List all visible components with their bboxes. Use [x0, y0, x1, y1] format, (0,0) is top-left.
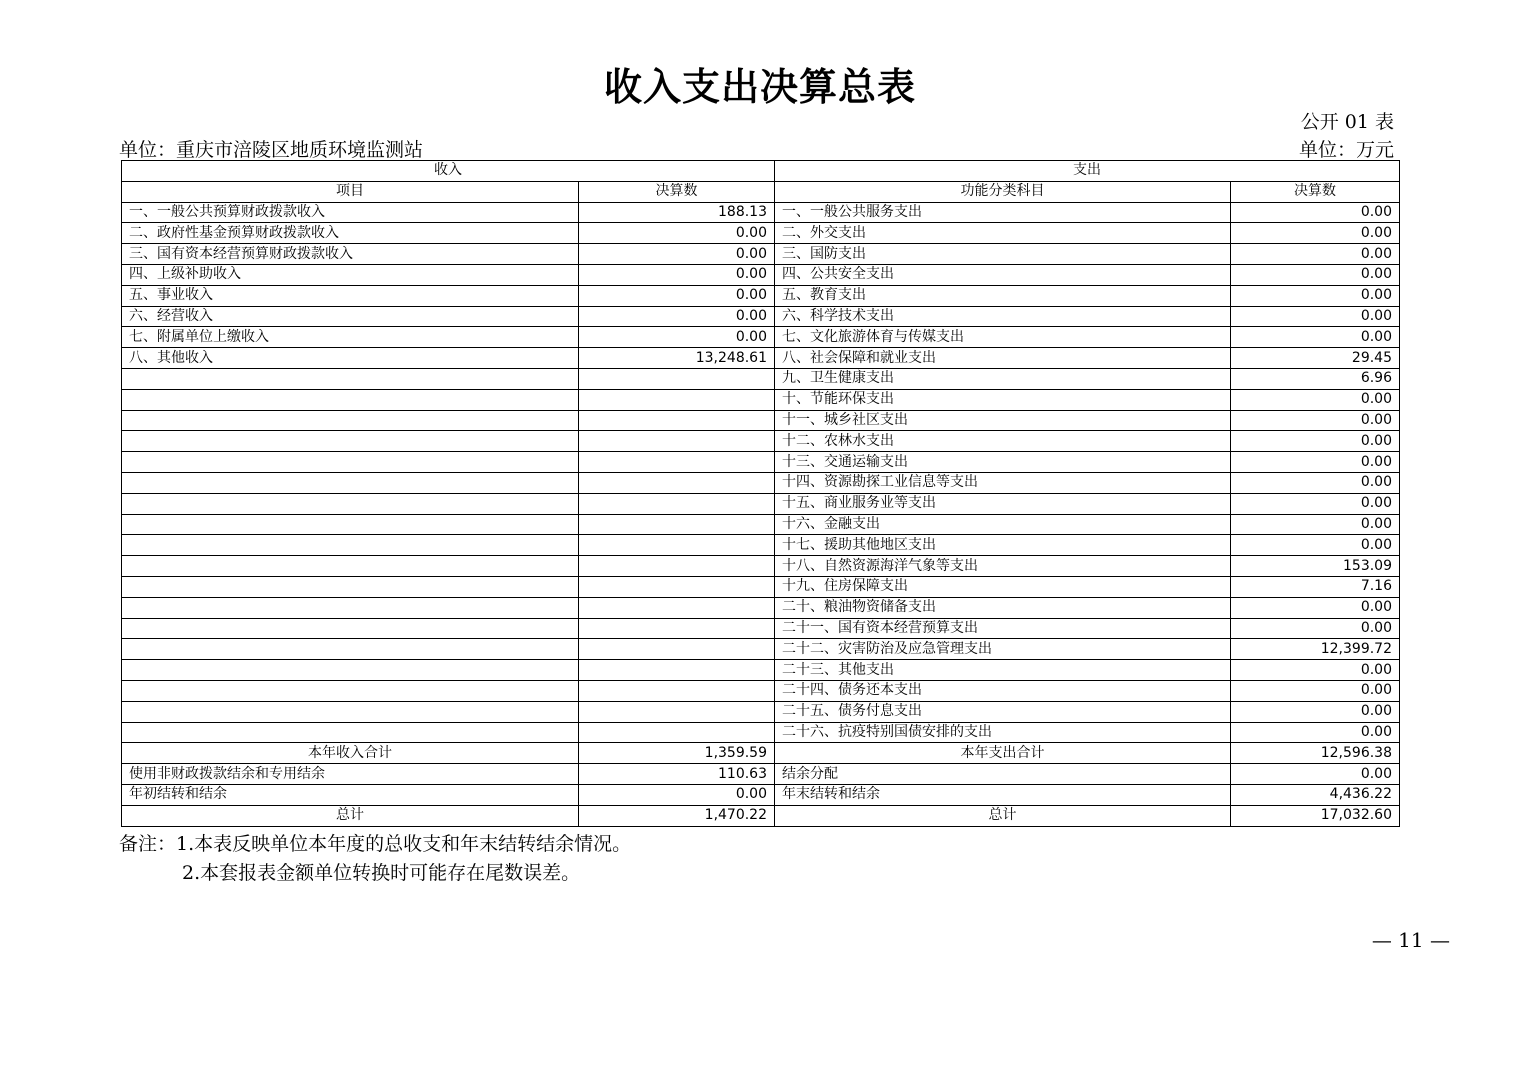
income-item-label: [122, 410, 579, 431]
expense-total-label: 总计: [775, 805, 1231, 826]
expense-item-label: 一、一般公共服务支出: [775, 202, 1231, 223]
table-row: [122, 556, 1400, 577]
income-item-label: 六、经营收入: [122, 306, 579, 327]
expense-item-label: 二十四、债务还本支出: [775, 680, 1231, 701]
table-row: [122, 306, 1400, 327]
income-item-label: [122, 660, 579, 681]
table-row: [122, 660, 1400, 681]
expense-item-label: 七、文化旅游体育与传媒支出: [775, 327, 1231, 348]
expense-item-value: 0.00: [1231, 660, 1400, 681]
income-item-value: [579, 576, 775, 597]
income-item-value: [579, 680, 775, 701]
carryover-income-value: 0.00: [579, 784, 775, 805]
table-row: [122, 701, 1400, 722]
budget-table: [121, 160, 1400, 827]
expense-item-value: 0.00: [1231, 493, 1400, 514]
income-item-label: [122, 452, 579, 473]
page-title: 收入支出决算总表: [603, 64, 916, 109]
income-item-value: [579, 493, 775, 514]
column-header-row: [122, 181, 1400, 202]
expense-item-value: 0.00: [1231, 472, 1400, 493]
carryover-row: [122, 784, 1400, 805]
income-item-label: [122, 701, 579, 722]
income-item-label: [122, 597, 579, 618]
total-row: [122, 805, 1400, 826]
expense-item-value: 0.00: [1231, 264, 1400, 285]
income-item-value: 0.00: [579, 223, 775, 244]
expense-item-label: 十九、住房保障支出: [775, 576, 1231, 597]
expense-item-value: 0.00: [1231, 722, 1400, 743]
unit-name: 单位：重庆市涪陵区地质环境监测站: [119, 139, 424, 161]
income-item-value: 188.13: [579, 202, 775, 223]
income-item-label: 五、事业收入: [122, 285, 579, 306]
note-line-1: 备注：1.本表反映单位本年度的总收支和年末结转结余情况。: [119, 833, 632, 855]
expense-item-value: 0.00: [1231, 452, 1400, 473]
table-row: [122, 680, 1400, 701]
expense-item-value: 0.00: [1231, 597, 1400, 618]
income-item-label: [122, 472, 579, 493]
expense-item-label: 二十五、债务付息支出: [775, 701, 1231, 722]
expense-item-label: 二十三、其他支出: [775, 660, 1231, 681]
expense-subtotal-label: 本年支出合计: [775, 743, 1231, 764]
income-item-value: [579, 639, 775, 660]
table-row: [122, 410, 1400, 431]
expense-item-value: 12,399.72: [1231, 639, 1400, 660]
expense-item-value: 29.45: [1231, 348, 1400, 369]
table-row: [122, 348, 1400, 369]
income-item-label: 四、上级补助收入: [122, 264, 579, 285]
expense-item-label: 二十、粮油物资储备支出: [775, 597, 1231, 618]
income-item-value: [579, 660, 775, 681]
income-item-value: [579, 556, 775, 577]
balance-row: [122, 764, 1400, 785]
income-total-label: 总计: [122, 805, 579, 826]
expense-item-label: 五、教育支出: [775, 285, 1231, 306]
table-row: [122, 431, 1400, 452]
expense-item-label: 二十二、灾害防治及应急管理支出: [775, 639, 1231, 660]
table-row: [122, 368, 1400, 389]
section-header-row: [122, 161, 1400, 182]
income-item-label: 一、一般公共预算财政拨款收入: [122, 202, 579, 223]
expense-item-label: 二、外交支出: [775, 223, 1231, 244]
income-item-label: [122, 431, 579, 452]
income-item-value: [579, 431, 775, 452]
income-item-value: [579, 722, 775, 743]
income-item-label: [122, 576, 579, 597]
income-item-value: [579, 618, 775, 639]
expense-item-value: 153.09: [1231, 556, 1400, 577]
column-header-amount-expense: 决算数: [1231, 181, 1400, 202]
expense-item-value: 0.00: [1231, 244, 1400, 265]
expense-item-value: 0.00: [1231, 306, 1400, 327]
expense-item-label: 十、节能环保支出: [775, 389, 1231, 410]
income-item-value: [579, 368, 775, 389]
expense-item-label: 八、社会保障和就业支出: [775, 348, 1231, 369]
balance-income-label: 使用非财政拨款结余和专用结余: [122, 764, 579, 785]
table-row: [122, 472, 1400, 493]
table-body: [122, 202, 1400, 743]
expense-item-label: 十五、商业服务业等支出: [775, 493, 1231, 514]
income-item-label: [122, 514, 579, 535]
income-total-value: 1,470.22: [579, 805, 775, 826]
expense-item-value: 0.00: [1231, 410, 1400, 431]
currency-unit: 单位：万元: [1298, 139, 1394, 161]
expense-item-label: 九、卫生健康支出: [775, 368, 1231, 389]
income-item-label: [122, 368, 579, 389]
expense-item-value: 0.00: [1231, 431, 1400, 452]
note-line-2: 2.本套报表金额单位转换时可能存在尾数误差。: [182, 862, 581, 884]
expense-item-label: 十八、自然资源海洋气象等支出: [775, 556, 1231, 577]
carryover-expense-value: 4,436.22: [1231, 784, 1400, 805]
expense-item-label: 十二、农林水支出: [775, 431, 1231, 452]
table-row: [122, 202, 1400, 223]
table-row: [122, 722, 1400, 743]
table-row: [122, 618, 1400, 639]
income-item-label: [122, 722, 579, 743]
expense-item-label: 三、国防支出: [775, 244, 1231, 265]
income-item-label: [122, 618, 579, 639]
page-number: — 11 —: [1371, 928, 1450, 952]
income-subtotal-value: 1,359.59: [579, 743, 775, 764]
expense-item-value: 0.00: [1231, 202, 1400, 223]
column-header-function: 功能分类科目: [775, 181, 1231, 202]
expense-item-value: 0.00: [1231, 618, 1400, 639]
table-row: [122, 244, 1400, 265]
income-item-value: [579, 701, 775, 722]
table-row: [122, 264, 1400, 285]
expense-subtotal-value: 12,596.38: [1231, 743, 1400, 764]
table-row: [122, 223, 1400, 244]
income-item-value: [579, 410, 775, 431]
expense-item-value: 0.00: [1231, 327, 1400, 348]
table-row: [122, 639, 1400, 660]
income-item-value: [579, 535, 775, 556]
subtotal-row: [122, 743, 1400, 764]
balance-expense-label: 结余分配: [775, 764, 1231, 785]
income-subtotal-label: 本年收入合计: [122, 743, 579, 764]
expense-item-value: 0.00: [1231, 701, 1400, 722]
expense-header: 支出: [775, 161, 1400, 182]
balance-expense-value: 0.00: [1231, 764, 1400, 785]
income-item-value: 0.00: [579, 244, 775, 265]
expense-item-label: 十六、金融支出: [775, 514, 1231, 535]
column-header-item: 项目: [122, 181, 579, 202]
carryover-expense-label: 年末结转和结余: [775, 784, 1231, 805]
expense-total-value: 17,032.60: [1231, 805, 1400, 826]
expense-item-value: 7.16: [1231, 576, 1400, 597]
table-row: [122, 285, 1400, 306]
income-item-value: 0.00: [579, 264, 775, 285]
income-item-label: [122, 639, 579, 660]
expense-item-label: 十一、城乡社区支出: [775, 410, 1231, 431]
expense-item-label: 二十一、国有资本经营预算支出: [775, 618, 1231, 639]
expense-item-value: 0.00: [1231, 223, 1400, 244]
expense-item-value: 0.00: [1231, 535, 1400, 556]
column-header-amount: 决算数: [579, 181, 775, 202]
income-item-label: [122, 389, 579, 410]
table-row: [122, 597, 1400, 618]
table-row: [122, 576, 1400, 597]
income-item-value: 13,248.61: [579, 348, 775, 369]
income-item-value: [579, 452, 775, 473]
form-code: 公开 01 表: [1300, 111, 1394, 133]
income-item-value: 0.00: [579, 285, 775, 306]
income-item-label: [122, 493, 579, 514]
carryover-income-label: 年初结转和结余: [122, 784, 579, 805]
expense-item-label: 十三、交通运输支出: [775, 452, 1231, 473]
table-row: [122, 514, 1400, 535]
balance-income-value: 110.63: [579, 764, 775, 785]
income-item-value: [579, 597, 775, 618]
income-item-label: 八、其他收入: [122, 348, 579, 369]
expense-item-value: 0.00: [1231, 514, 1400, 535]
income-item-label: [122, 556, 579, 577]
expense-item-label: 十四、资源勘探工业信息等支出: [775, 472, 1231, 493]
expense-item-value: 6.96: [1231, 368, 1400, 389]
income-item-label: [122, 680, 579, 701]
table-row: [122, 452, 1400, 473]
income-item-label: 三、国有资本经营预算财政拨款收入: [122, 244, 579, 265]
table-row: [122, 493, 1400, 514]
expense-item-value: 0.00: [1231, 389, 1400, 410]
income-item-value: 0.00: [579, 306, 775, 327]
income-item-label: 二、政府性基金预算财政拨款收入: [122, 223, 579, 244]
table-row: [122, 327, 1400, 348]
expense-item-value: 0.00: [1231, 680, 1400, 701]
expense-item-label: 四、公共安全支出: [775, 264, 1231, 285]
income-header: 收入: [122, 161, 775, 182]
income-item-value: [579, 472, 775, 493]
income-item-label: 七、附属单位上缴收入: [122, 327, 579, 348]
expense-item-label: 六、科学技术支出: [775, 306, 1231, 327]
income-item-value: [579, 514, 775, 535]
table-row: [122, 389, 1400, 410]
income-item-label: [122, 535, 579, 556]
table-row: [122, 535, 1400, 556]
income-item-value: [579, 389, 775, 410]
expense-item-label: 二十六、抗疫特别国债安排的支出: [775, 722, 1231, 743]
expense-item-label: 十七、援助其他地区支出: [775, 535, 1231, 556]
income-item-value: 0.00: [579, 327, 775, 348]
expense-item-value: 0.00: [1231, 285, 1400, 306]
